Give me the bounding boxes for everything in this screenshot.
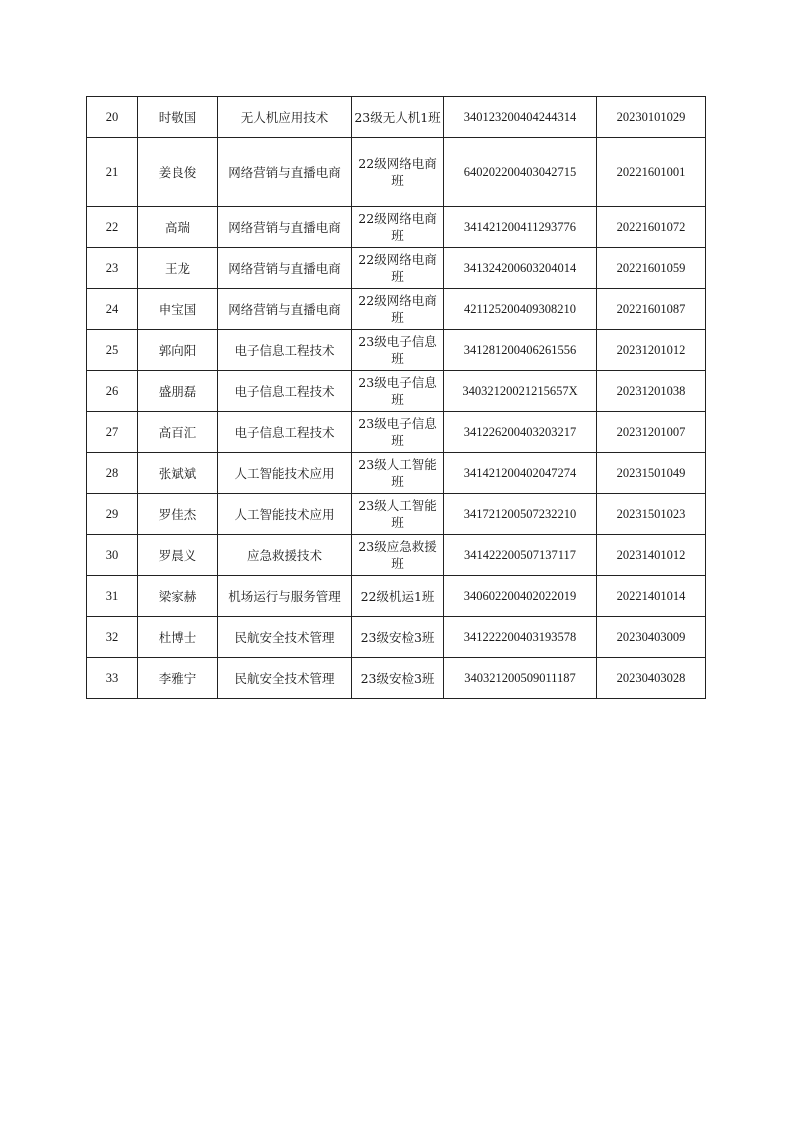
table-row bbox=[87, 371, 706, 412]
class-cell: 23级电子信息班 bbox=[352, 371, 444, 412]
major-cell: 网络营销与直播电商 bbox=[218, 207, 352, 248]
name-cell: 申宝国 bbox=[138, 289, 218, 330]
table-row bbox=[87, 453, 706, 494]
id-number-cell: 34032120021215657X bbox=[444, 371, 597, 412]
row-number-cell: 20 bbox=[87, 97, 138, 138]
row-number-cell: 22 bbox=[87, 207, 138, 248]
table-row bbox=[87, 617, 706, 658]
class-cell: 22级网络电商班 bbox=[352, 138, 444, 207]
class-cell: 23级安检3班 bbox=[352, 617, 444, 658]
class-cell: 23级人工智能班 bbox=[352, 494, 444, 535]
class-cell: 23级无人机1班 bbox=[352, 97, 444, 138]
row-number-cell: 28 bbox=[87, 453, 138, 494]
table-row bbox=[87, 97, 706, 138]
name-cell: 姜良俊 bbox=[138, 138, 218, 207]
name-cell: 盛朋磊 bbox=[138, 371, 218, 412]
name-cell: 罗佳杰 bbox=[138, 494, 218, 535]
major-cell: 民航安全技术管理 bbox=[218, 658, 352, 699]
major-cell: 人工智能技术应用 bbox=[218, 494, 352, 535]
id-number-cell: 640202200403042715 bbox=[444, 138, 597, 207]
id-number-cell: 341324200603204014 bbox=[444, 248, 597, 289]
major-cell: 民航安全技术管理 bbox=[218, 617, 352, 658]
class-cell: 22级机运1班 bbox=[352, 576, 444, 617]
major-cell: 电子信息工程技术 bbox=[218, 371, 352, 412]
class-cell: 23级应急救援班 bbox=[352, 535, 444, 576]
row-number-cell: 30 bbox=[87, 535, 138, 576]
row-number-cell: 23 bbox=[87, 248, 138, 289]
student-id-cell: 20221601001 bbox=[597, 138, 706, 207]
student-id-cell: 20231201007 bbox=[597, 412, 706, 453]
student-roster-table bbox=[86, 96, 706, 699]
name-cell: 李雅宁 bbox=[138, 658, 218, 699]
student-id-cell: 20221601087 bbox=[597, 289, 706, 330]
table-row bbox=[87, 494, 706, 535]
class-cell: 22级网络电商班 bbox=[352, 289, 444, 330]
row-number-cell: 29 bbox=[87, 494, 138, 535]
row-number-cell: 27 bbox=[87, 412, 138, 453]
id-number-cell: 421125200409308210 bbox=[444, 289, 597, 330]
student-id-cell: 20231201038 bbox=[597, 371, 706, 412]
name-cell: 杜博士 bbox=[138, 617, 218, 658]
roster-body bbox=[87, 97, 706, 699]
id-number-cell: 340123200404244314 bbox=[444, 97, 597, 138]
name-cell: 梁家赫 bbox=[138, 576, 218, 617]
class-cell: 23级安检3班 bbox=[352, 658, 444, 699]
class-cell: 23级人工智能班 bbox=[352, 453, 444, 494]
id-number-cell: 340321200509011187 bbox=[444, 658, 597, 699]
row-number-cell: 31 bbox=[87, 576, 138, 617]
id-number-cell: 341222200403193578 bbox=[444, 617, 597, 658]
id-number-cell: 340602200402022019 bbox=[444, 576, 597, 617]
id-number-cell: 341421200411293776 bbox=[444, 207, 597, 248]
name-cell: 罗晨义 bbox=[138, 535, 218, 576]
table-row bbox=[87, 248, 706, 289]
name-cell: 王龙 bbox=[138, 248, 218, 289]
row-number-cell: 32 bbox=[87, 617, 138, 658]
row-number-cell: 21 bbox=[87, 138, 138, 207]
major-cell: 网络营销与直播电商 bbox=[218, 248, 352, 289]
table-row bbox=[87, 535, 706, 576]
row-number-cell: 25 bbox=[87, 330, 138, 371]
name-cell: 郭向阳 bbox=[138, 330, 218, 371]
row-number-cell: 24 bbox=[87, 289, 138, 330]
major-cell: 网络营销与直播电商 bbox=[218, 138, 352, 207]
student-id-cell: 20231401012 bbox=[597, 535, 706, 576]
table-row bbox=[87, 412, 706, 453]
table-row bbox=[87, 138, 706, 207]
major-cell: 人工智能技术应用 bbox=[218, 453, 352, 494]
class-cell: 23级电子信息班 bbox=[352, 412, 444, 453]
student-id-cell: 20221601072 bbox=[597, 207, 706, 248]
table-row bbox=[87, 330, 706, 371]
student-id-cell: 20221401014 bbox=[597, 576, 706, 617]
name-cell: 高瑞 bbox=[138, 207, 218, 248]
row-number-cell: 26 bbox=[87, 371, 138, 412]
major-cell: 电子信息工程技术 bbox=[218, 330, 352, 371]
major-cell: 应急救援技术 bbox=[218, 535, 352, 576]
id-number-cell: 341721200507232210 bbox=[444, 494, 597, 535]
name-cell: 时敬国 bbox=[138, 97, 218, 138]
row-number-cell: 33 bbox=[87, 658, 138, 699]
table-row bbox=[87, 207, 706, 248]
class-cell: 23级电子信息班 bbox=[352, 330, 444, 371]
student-id-cell: 20230403009 bbox=[597, 617, 706, 658]
student-id-cell: 20231501049 bbox=[597, 453, 706, 494]
table-row bbox=[87, 576, 706, 617]
class-cell: 22级网络电商班 bbox=[352, 207, 444, 248]
name-cell: 高百汇 bbox=[138, 412, 218, 453]
student-id-cell: 20221601059 bbox=[597, 248, 706, 289]
major-cell: 电子信息工程技术 bbox=[218, 412, 352, 453]
id-number-cell: 341226200403203217 bbox=[444, 412, 597, 453]
id-number-cell: 341421200402047274 bbox=[444, 453, 597, 494]
major-cell: 网络营销与直播电商 bbox=[218, 289, 352, 330]
table-row bbox=[87, 289, 706, 330]
class-cell: 22级网络电商班 bbox=[352, 248, 444, 289]
id-number-cell: 341422200507137117 bbox=[444, 535, 597, 576]
table-row bbox=[87, 658, 706, 699]
id-number-cell: 341281200406261556 bbox=[444, 330, 597, 371]
student-id-cell: 20231201012 bbox=[597, 330, 706, 371]
student-id-cell: 20230101029 bbox=[597, 97, 706, 138]
student-id-cell: 20230403028 bbox=[597, 658, 706, 699]
major-cell: 无人机应用技术 bbox=[218, 97, 352, 138]
student-id-cell: 20231501023 bbox=[597, 494, 706, 535]
major-cell: 机场运行与服务管理 bbox=[218, 576, 352, 617]
name-cell: 张斌斌 bbox=[138, 453, 218, 494]
